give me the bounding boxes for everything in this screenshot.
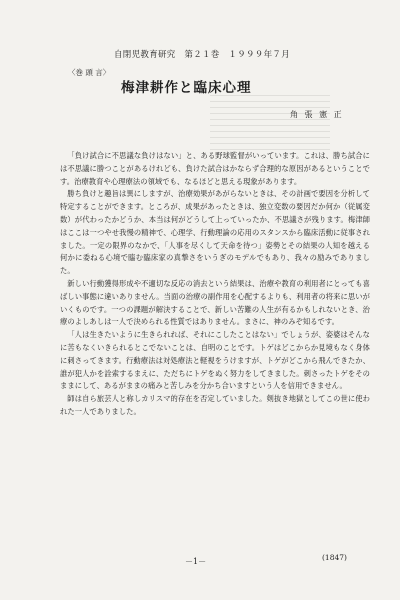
cumulative-page-number: (1847): [322, 553, 347, 562]
paragraph-5: 師は自ら旅芸人と称しカリスマ的存在を否定していました。剣抜き地獄としてこの世に使われた一人でありました。: [60, 394, 370, 416]
paragraph-4: 「人は生きたいように生きられれば、それにこしたことはない」でしょうが、姿婆はそんなに苦もなくいきられるとこでないことは、自明のことです。トゲはどこからか見境もなく身体に刺さってきます。行動療法は対処療法と軽視をうけますが、トゲがどこから飛んできたか、誰が犯人かを詮索するまえに、ただちにトゲをぬく努力をしてきました。刺さったトゲをそのままにして、あるがままの痛みと苦しみを分かち合いますという人を信用できません。: [60, 330, 370, 391]
bleed-through-shadow: [210, 90, 330, 150]
paragraph-3: 新しい行動獲得形成や不適切な反応の消去という結果は、治療や教育の利用者にとっても喜ばしい事態に違いありません。当面の治療の副作用を心配するよりも、利用者の将来に思いがいくものです。一つの課題が解決することで、新しい苦難の人生が有るかもしれないとき、治療のよしあしは一人で決められる性質ではありません。まさに、神のみぞ知るです。: [60, 278, 370, 327]
page-number: －1－: [185, 557, 207, 566]
author-name: 角 張 憲 正: [290, 110, 344, 119]
paragraph-1: 「負け試合に不思議な負けはない」と、ある野球監督がいっています。これは、勝ち試合には不思議に勝つことがあるけれども、負けた試合はかならず合理的な原因があるということです。治療教育や心理療法の領域でも、なるほどと思える現象があります。: [60, 151, 370, 186]
article-body: [60, 150, 370, 419]
section-label: 〈巻 頭 言〉: [68, 68, 111, 77]
journal-header: 自閉児教育研究 第２１巻 １９９９年７月: [114, 50, 291, 60]
page-title: 梅津耕作と臨床心理: [121, 80, 252, 96]
paragraph-2: 勝ち負けと趣旨は異にしますが、治療効果があがらないときは、その計画で要因を分析して特定することができます。ところが、成果があったときは、独立変数の要因だか何か（従属変数）が代わったかどうか、本当は何がどうして上っていったか、不思議さが残ります。梅津師はここは一つやせ我慢の精神で、心理学、行動理論の応用のスタンスから臨床活動に従事されました。一定の限界のなかで、「人事を尽くして天命を待つ」姿勢とその結果の人知を越える何かに委ねる心境で臨む臨床家の真摯さをいうぎのモデルでもあり、我々の励みでありました。: [60, 189, 370, 276]
